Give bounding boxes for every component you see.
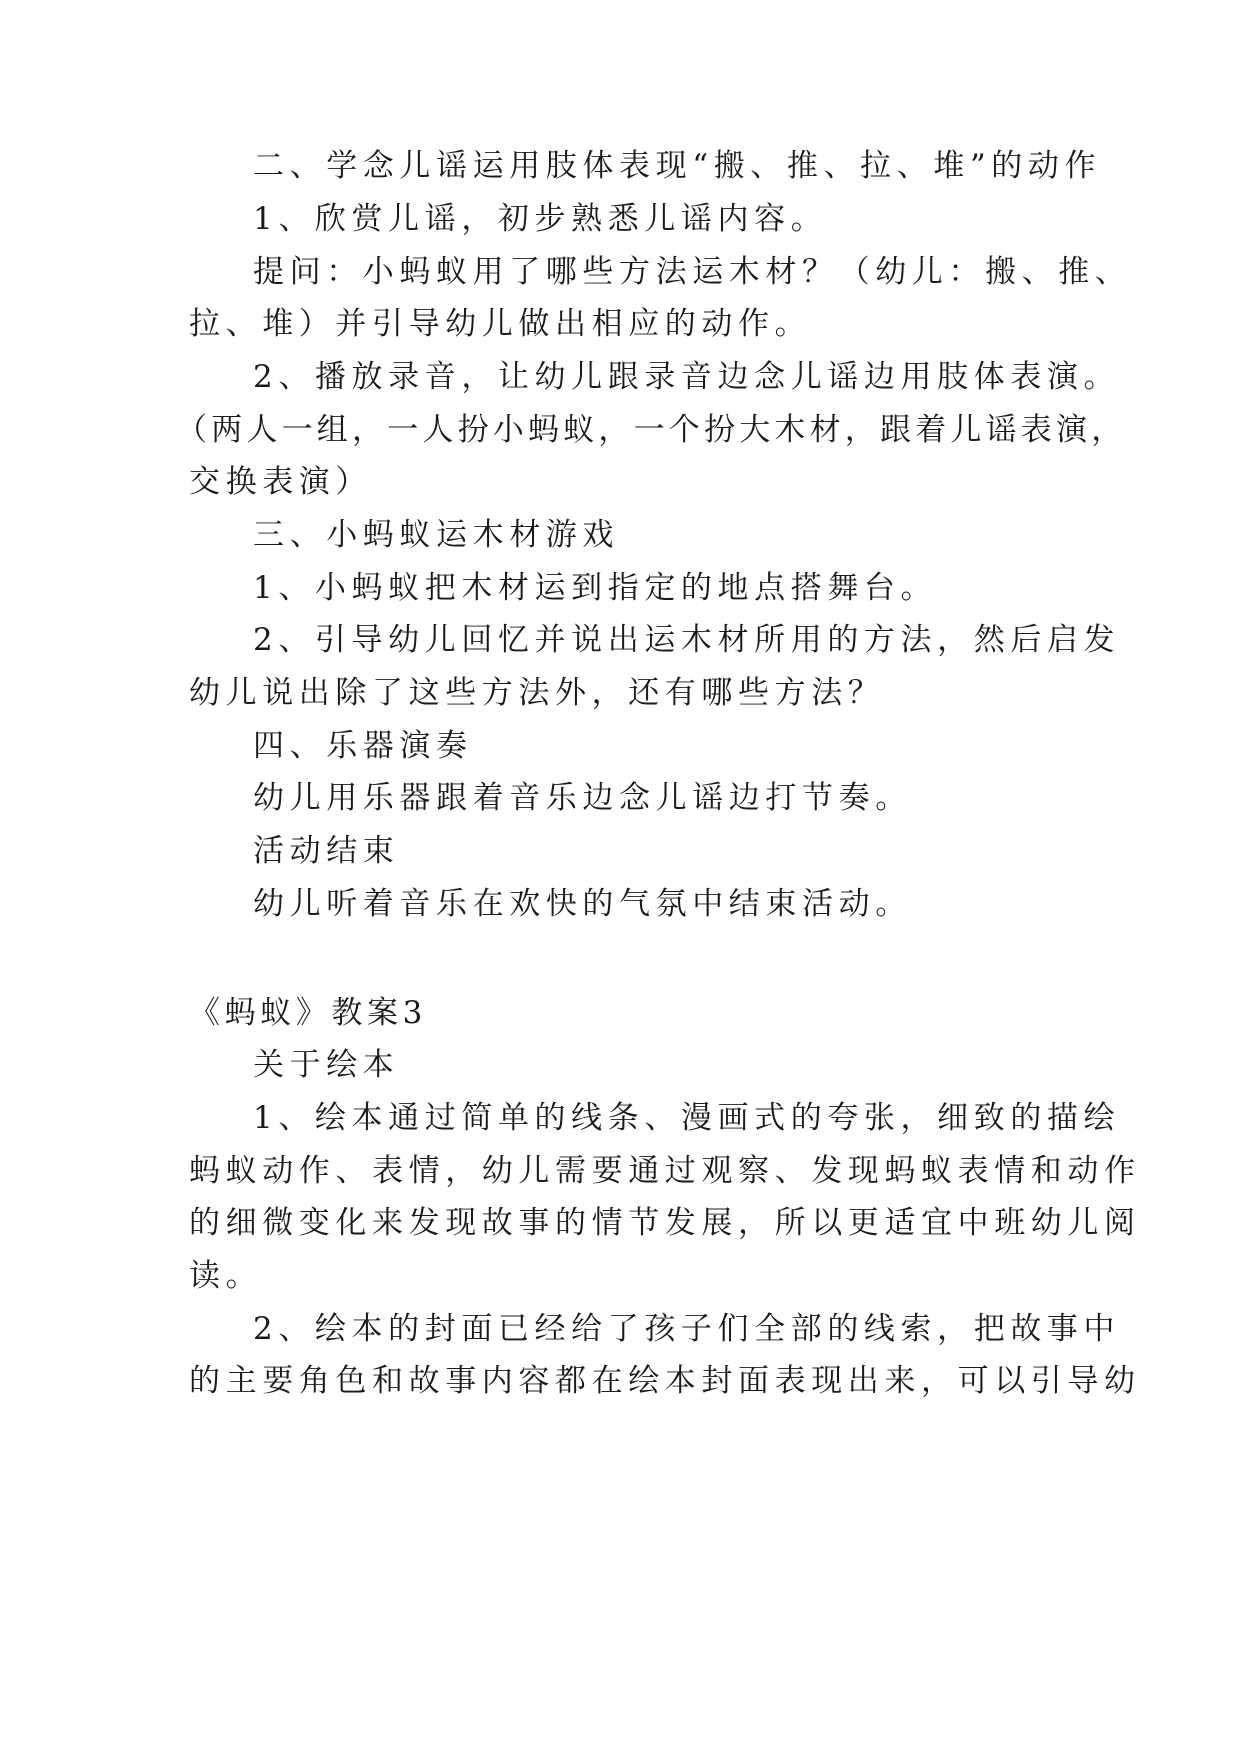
paragraph-line: 1、小蚂蚁把木材运到指定的地点搭舞台。 (253, 570, 938, 606)
lesson-title: 《蚂蚁》教案3 (189, 995, 427, 1031)
paragraph-line: 的主要角色和故事内容都在绘本封面表现出来，可以引导幼 (189, 1363, 1141, 1399)
paragraph-line: 的细微变化来发现故事的情节发展，所以更适宜中班幼儿阅 (189, 1205, 1141, 1241)
paragraph-line: 幼儿说出除了这些方法外，还有哪些方法？ (189, 675, 885, 711)
paragraph-line: 1、欣赏儿谣，初步熟悉儿谣内容。 (253, 201, 828, 237)
section-heading-3: 三、小蚂蚁运木材游戏 (253, 517, 619, 553)
paragraph-line: 2、引导幼儿回忆并说出运木材所用的方法，然后启发 (253, 622, 1121, 658)
paragraph-line: 交换表演） (189, 464, 372, 500)
section-heading-end: 活动结束 (253, 833, 400, 869)
subsection-heading: 关于绘本 (253, 1047, 400, 1083)
paragraph-line: 2、绘本的封面已经给了孩子们全部的线索，把故事中 (253, 1311, 1121, 1347)
section-heading-2: 二、学念儿谣运用肢体表现“搬、推、拉、堆”的动作 (253, 148, 1102, 184)
paragraph-line: 2、播放录音，让幼儿跟录音边念儿谣边用肢体表演。 (253, 359, 1121, 395)
paragraph-line: 读。 (189, 1258, 263, 1294)
paragraph-line: 提问：小蚂蚁用了哪些方法运木材？（幼儿：搬、推、 (253, 254, 1132, 290)
paragraph-line: 拉、堆）并引导幼儿做出相应的动作。 (189, 306, 812, 342)
section-heading-4: 四、乐器演奏 (253, 728, 473, 764)
paragraph-line: （两人一组，一人扮小蚂蚁，一个扮大木材，跟着儿谣表演， (176, 412, 1127, 448)
paragraph-line: 蚂蚁动作、表情，幼儿需要通过观察、发现蚂蚁表情和动作 (189, 1153, 1141, 1189)
paragraph-line: 幼儿听着音乐在欢快的气氛中结束活动。 (253, 886, 912, 922)
paragraph-line: 幼儿用乐器跟着音乐边念儿谣边打节奏。 (253, 780, 912, 816)
paragraph-line: 1、绘本通过简单的线条、漫画式的夸张，细致的描绘 (253, 1100, 1121, 1136)
